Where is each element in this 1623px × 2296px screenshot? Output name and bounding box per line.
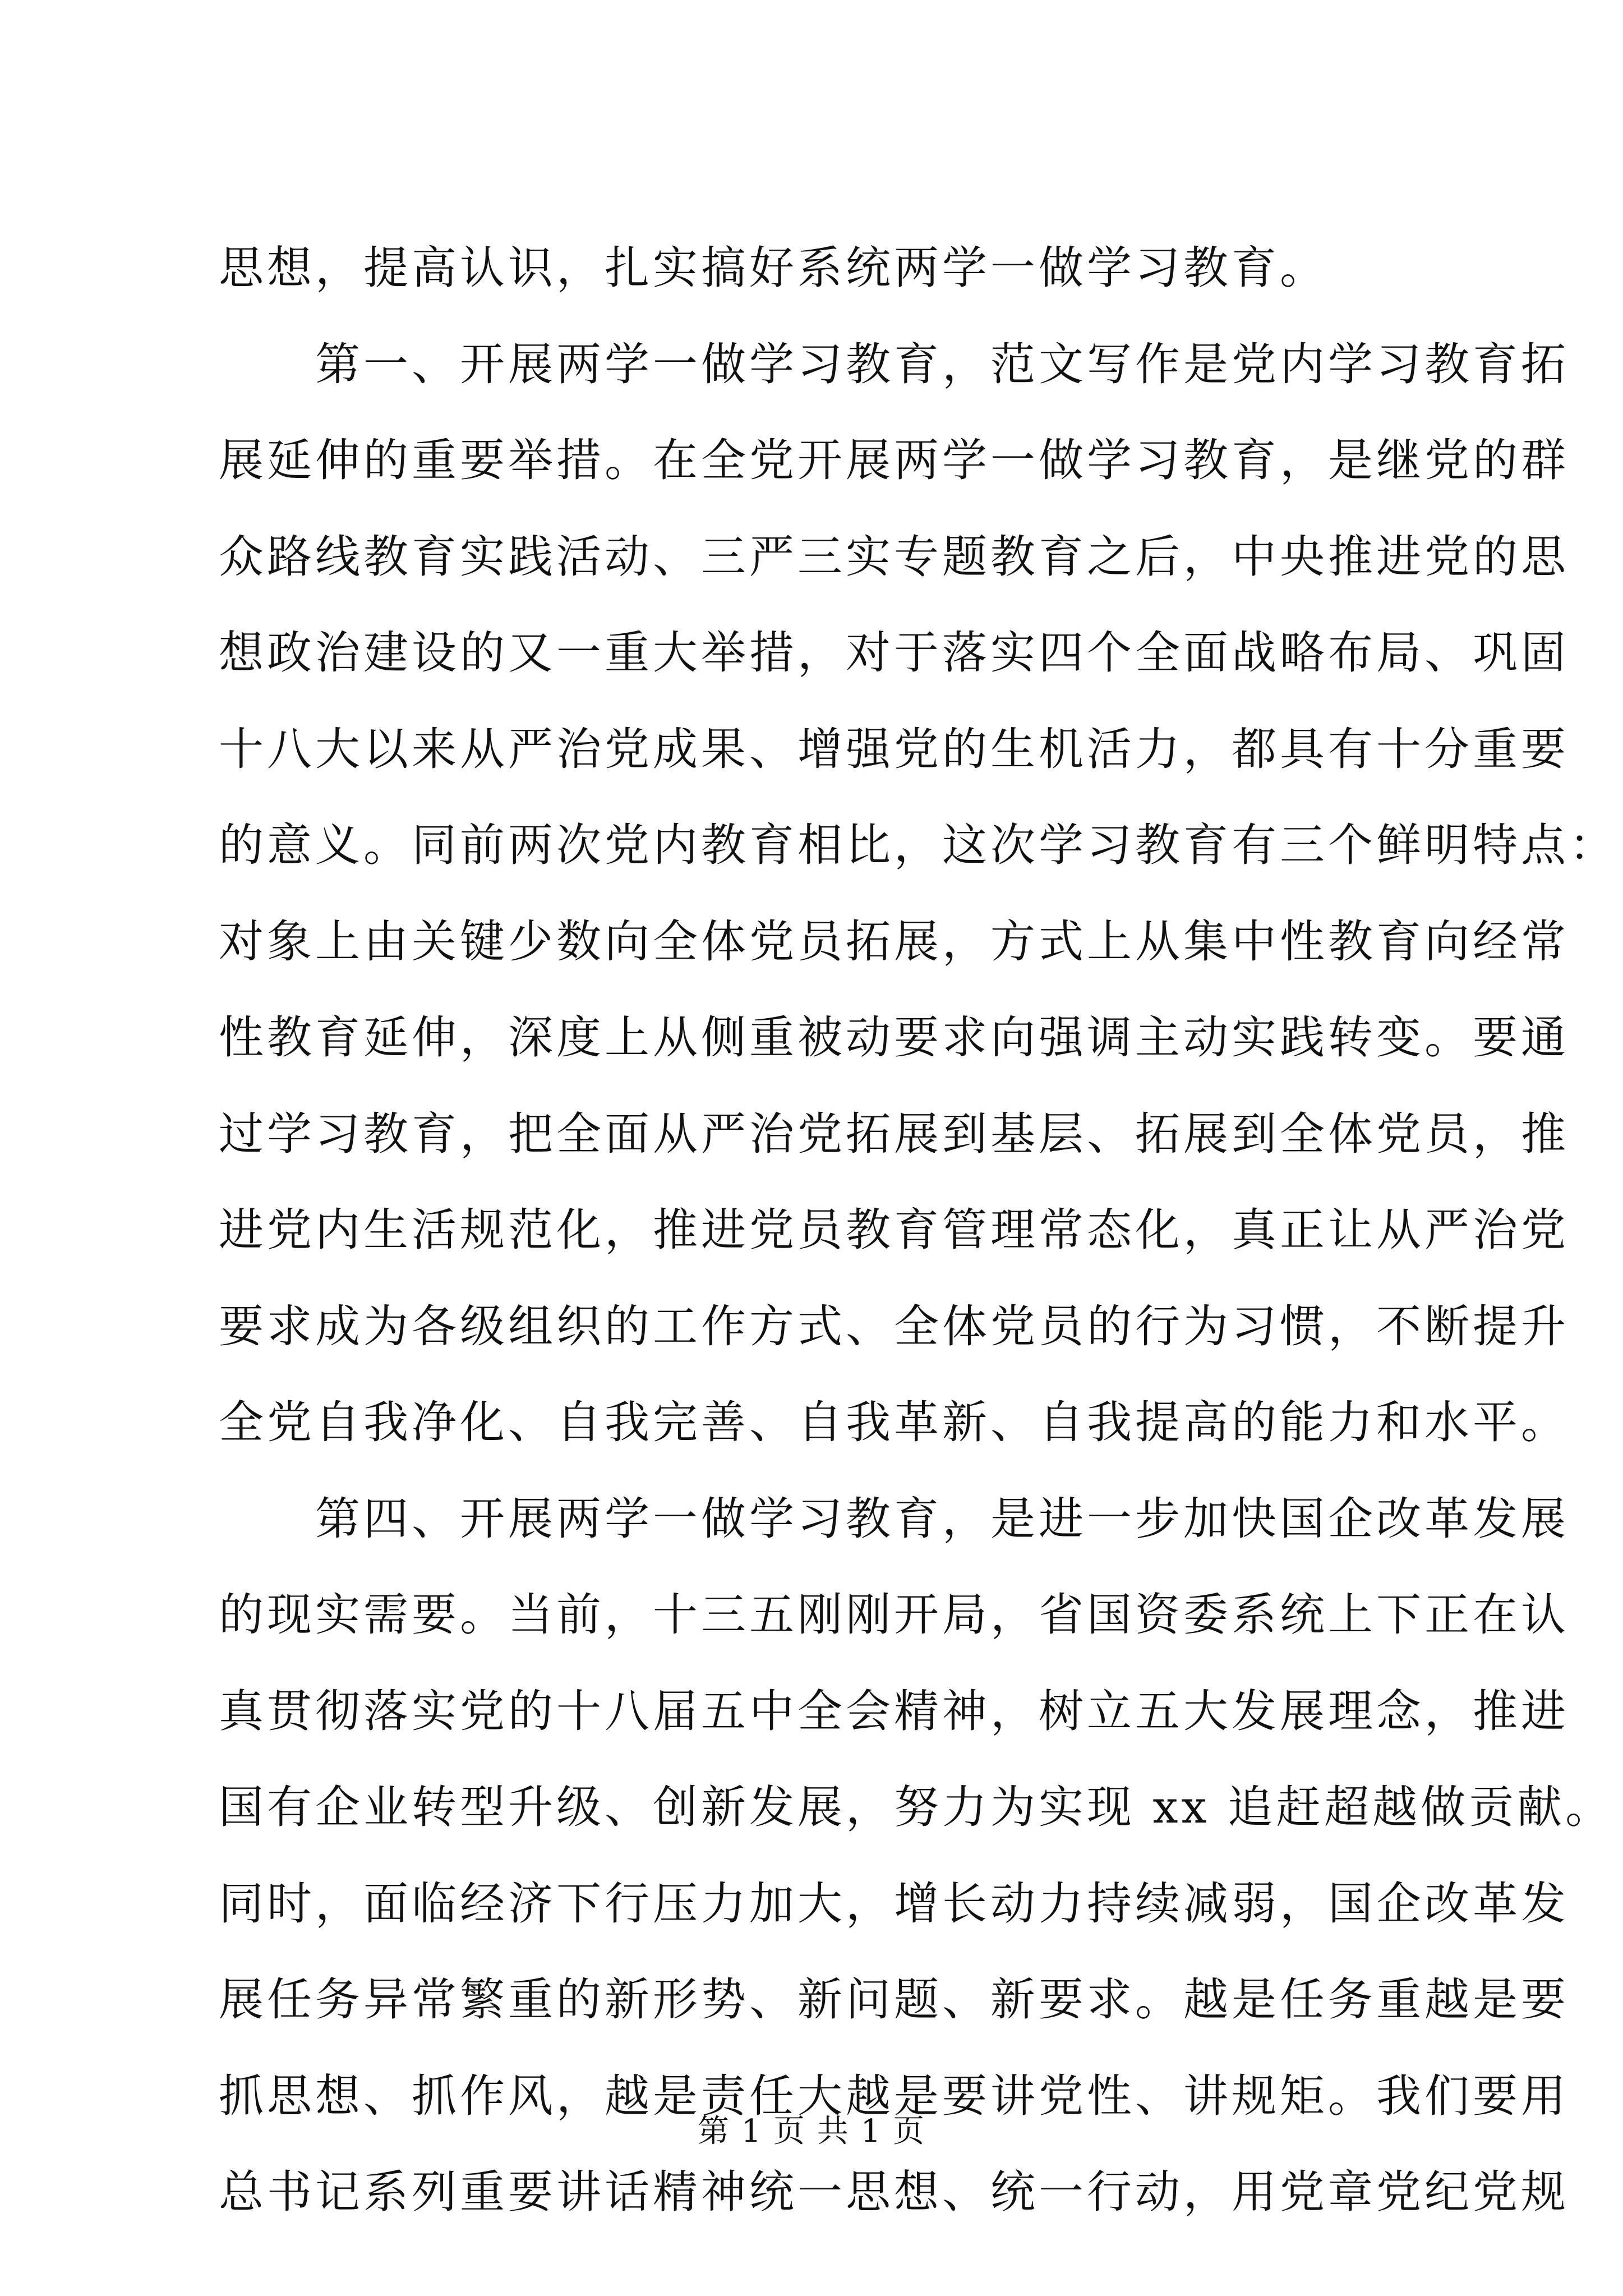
text-line: 展延伸的重要举措。在全党开展两学一做学习教育，是继党的群 [219, 434, 1569, 486]
page-footer: 第 1 页 共 1 页 [697, 2113, 926, 2150]
text-line: 思想，提高认识，扎实搞好系统两学一做学习教育。 [219, 242, 1328, 294]
text-line: 全党自我净化、自我完善、自我革新、自我提高的能力和水平。 [219, 1396, 1569, 1448]
text-line: 的意义。同前两次党内教育相比，这次学习教育有三个鲜明特点： [219, 819, 1617, 871]
text-line: 过学习教育，把全面从严治党拓展到基层、拓展到全体党员，推 [219, 1107, 1569, 1160]
text-line: 第一、开展两学一做学习教育，范文写作是党内学习教育拓 [219, 338, 1569, 390]
text-line: 想政治建设的又一重大举措，对于落实四个全面战略布局、巩固 [219, 627, 1569, 679]
text-line: 要求成为各级组织的工作方式、全体党员的行为习惯，不断提升 [219, 1300, 1569, 1352]
text-line: 同时，面临经济下行压力加大，增长动力持续减弱，国企改革发 [219, 1877, 1569, 1930]
text-line: 真贯彻落实党的十八届五中全会精神，树立五大发展理念，推进 [219, 1685, 1569, 1737]
text-line: 众路线教育实践活动、三严三实专题教育之后，中央推进党的思 [219, 530, 1569, 583]
text-line: 第四、开展两学一做学习教育，是进一步加快国企改革发展 [219, 1492, 1569, 1545]
text-line: 十八大以来从严治党成果、增强党的生机活力，都具有十分重要 [219, 723, 1569, 775]
body-text [219, 220, 1617, 2240]
text-line: 抓思想、抓作风，越是责任大越是要讲党性、讲规矩。我们要用 [219, 2069, 1569, 2122]
text-line: 展任务异常繁重的新形势、新问题、新要求。越是任务重越是要 [219, 1973, 1569, 2026]
text-line: 进党内生活规范化，推进党员教育管理常态化，真正让从严治党 [219, 1204, 1569, 1256]
text-line: 性教育延伸，深度上从侧重被动要求向强调主动实践转变。要通 [219, 1011, 1569, 1064]
text-line: 的现实需要。当前，十三五刚刚开局，省国资委系统上下正在认 [219, 1589, 1569, 1641]
text-line: 对象上由关键少数向全体党员拓展，方式上从集中性教育向经常 [219, 915, 1569, 968]
text-line: 国有企业转型升级、创新发展，努力为实现 xx 追赶超越做贡献。 [219, 1781, 1614, 1833]
text-line: 总书记系列重要讲话精神统一思想、统一行动，用党章党纪党规 [219, 2166, 1569, 2218]
